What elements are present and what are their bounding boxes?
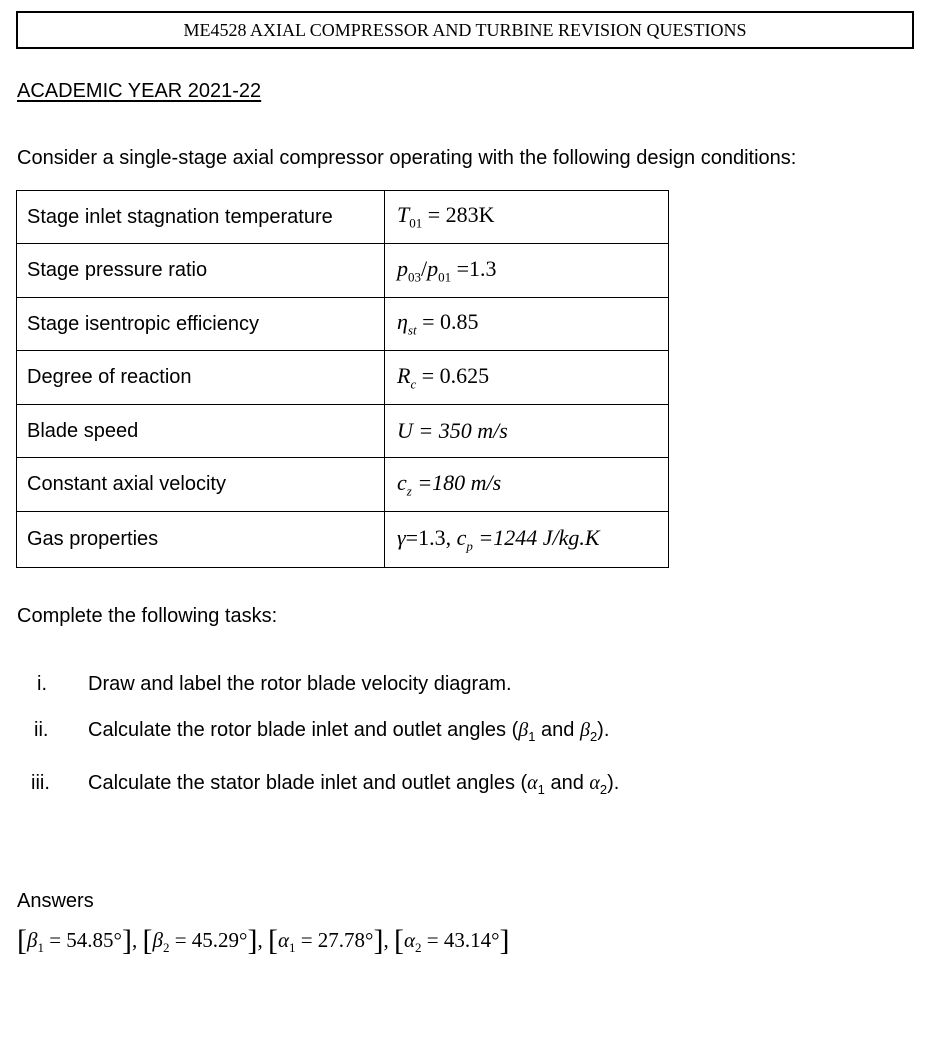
condition-label: Stage pressure ratio (17, 244, 385, 298)
task-text: Draw and label the rotor blade velocity diagram. (88, 673, 512, 695)
condition-value: $c_z =180$ m/s (385, 458, 669, 512)
table-row (17, 405, 669, 458)
table-row (17, 244, 669, 298)
tasks-heading: Complete the following tasks: (17, 605, 278, 627)
table-row (17, 351, 669, 405)
answers-heading: Answers (17, 890, 94, 912)
condition-label: Blade speed (17, 405, 385, 458)
design-conditions-table (16, 190, 669, 568)
table-row (17, 298, 669, 351)
table-row (17, 191, 669, 244)
document-title (16, 11, 914, 49)
condition-label: Degree of reaction (17, 351, 385, 405)
title-text: ME4528 AXIAL COMPRESSOR AND TURBINE REVISION QUESTIONS (183, 19, 747, 40)
answer-beta1: $[\beta_1 = 54.85^\circ]$ (17, 924, 132, 957)
answers-line: $[\beta_1 = 54.85^\circ]$, $[\beta_2 = 45.29^\circ]$, $[\alpha_1 = 27.78^\circ]$, $[\alpha_2 = 43.14^\circ]$ (17, 924, 510, 957)
intro-text: Consider a single-stage axial compressor operating with the following design conditions: (17, 147, 797, 169)
condition-value: $p_{03}/p_{01} =1.3$ (385, 244, 669, 298)
academic-year: ACADEMIC YEAR 2021-22 (17, 80, 262, 102)
answer-beta2: $[\beta_2 = 45.29^\circ]$ (142, 924, 258, 957)
task-number: i. (37, 673, 47, 695)
table-row (17, 512, 669, 568)
task-text: Calculate the stator blade inlet and outlet angles ($\alpha_1$ and $\alpha_2$). (88, 772, 620, 797)
condition-value: U = 350 m/s (385, 405, 669, 458)
task-number: iii. (31, 772, 50, 794)
task-text: Calculate the rotor blade inlet and outlet angles ($\beta_1$ and $\beta_2$). (88, 719, 610, 744)
condition-value: $\eta_{st} = 0.85$ (385, 298, 669, 351)
answer-alpha2: $[\alpha_2 = 43.14^\circ]$ (393, 924, 510, 957)
table-row (17, 458, 669, 512)
condition-value: $T_{01} = 283K$ (385, 191, 669, 244)
task-number: ii. (34, 719, 49, 741)
answer-alpha1: $[\alpha_1 = 27.78^\circ]$ (267, 924, 384, 957)
condition-label: Stage inlet stagnation temperature (17, 191, 385, 244)
condition-label: Stage isentropic efficiency (17, 298, 385, 351)
condition-value: $R_c = 0.625$ (385, 351, 669, 405)
condition-label: Constant axial velocity (17, 458, 385, 512)
condition-label: Gas properties (17, 512, 385, 568)
condition-value: γ=1.3, $c_p =1244$ J/kg.K (385, 512, 669, 568)
